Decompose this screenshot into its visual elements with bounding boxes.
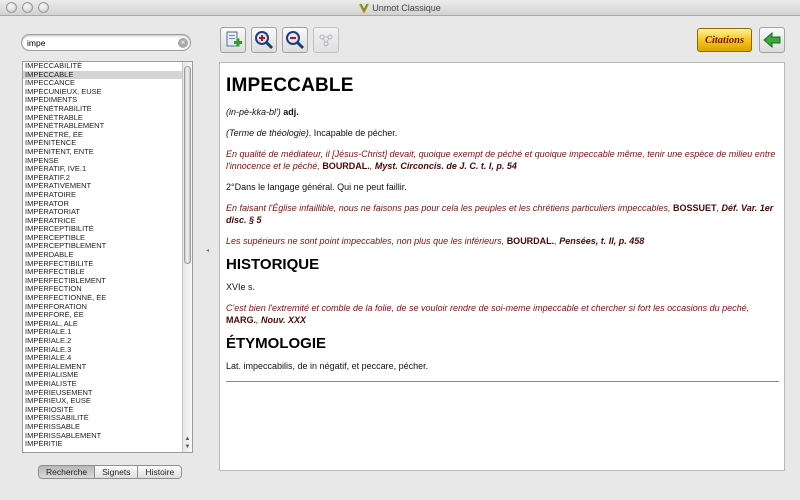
word-list-item[interactable]: IMPÉNÉTRABLEMENT <box>25 122 105 131</box>
word-list-item[interactable]: IMPÉNÉTRÉ, ÉE <box>25 130 83 139</box>
definition-1-domain: (Terme de théologie) <box>226 128 309 138</box>
part-of-speech: adj. <box>283 107 299 117</box>
quote-1: En qualité de médiateur, il [Jésus-Christ] devait, quoique exempt de péché et quoique impeccable même, tenir une espèce de milieu entre l'innocence et le péché, BOURDAL., Myst. Circoncis. de J. C. t. I, p. 54 <box>226 149 776 171</box>
word-list-item[interactable]: IMPÉRATIVEMENT <box>25 182 92 191</box>
tab-signets[interactable]: Signets <box>95 466 138 478</box>
word-list-item[interactable]: IMPERFECTIONNÉ, ÉE <box>25 294 107 303</box>
word-list-item[interactable]: IMPÉRIEUSEMENT <box>25 388 93 397</box>
word-list-item[interactable]: IMPÉRATIF.2 <box>25 173 70 182</box>
back-button[interactable] <box>759 27 785 53</box>
minimize-window-button[interactable] <box>22 2 33 13</box>
word-list-item[interactable]: IMPÉNITENT, ENTE <box>25 147 94 156</box>
zoom-in-icon <box>254 30 274 50</box>
pronunciation: (in-pè-kka-bl') <box>226 107 281 117</box>
quote-3-text: Les supérieurs ne sont point impeccables, non plus que les inférieurs, <box>226 236 505 246</box>
zoom-in-button[interactable] <box>251 27 277 53</box>
definition-1-text: . Incapable de pécher. <box>308 128 398 138</box>
word-list-item[interactable]: IMPÉRIALE.3 <box>25 345 72 354</box>
title-bar <box>0 0 800 16</box>
quote-3-author[interactable]: BOURDAL. <box>506 236 555 246</box>
word-list-item[interactable]: IMPÉRATORIAT <box>25 208 81 217</box>
add-bookmark-button[interactable] <box>220 27 246 53</box>
word-list-item[interactable]: IMPÉRATRICE <box>25 216 76 225</box>
word-list-item[interactable]: IMPÉRISSABILITÉ <box>25 414 89 423</box>
scroll-down-arrow-icon[interactable]: ▼ <box>184 444 191 450</box>
app-icon <box>359 3 369 13</box>
word-list-items <box>23 62 192 449</box>
word-list-item[interactable]: IMPÉDIMENTS <box>25 96 78 105</box>
quote-1-work: Myst. Circoncis. de J. C. t. I, p. 54 <box>374 161 517 171</box>
quote-4-author[interactable]: MARG. <box>226 315 256 325</box>
word-list-item[interactable]: IMPÉRIALISME <box>25 371 79 380</box>
article-view <box>219 62 785 471</box>
search-input[interactable] <box>21 34 191 51</box>
word-list-item[interactable]: IMPÉRIALEMENT <box>25 362 87 371</box>
close-window-button[interactable] <box>6 2 17 13</box>
scroll-up-arrow-icon[interactable]: ▲ <box>184 436 191 442</box>
clear-search-icon[interactable]: × <box>178 38 188 48</box>
quote-3: Les supérieurs ne sont point impeccables, non plus que les inférieurs, BOURDAL., Pensées, t. II, p. 458 <box>226 236 645 246</box>
tab-recherche[interactable]: Recherche <box>39 466 95 478</box>
word-list-item[interactable]: IMPERCEPTIBILITÉ <box>25 225 94 234</box>
word-list-item[interactable]: IMPÉNÉTRABLE <box>25 113 83 122</box>
scrollbar-thumb[interactable] <box>184 66 191 264</box>
word-list-item[interactable]: IMPECCABILITÉ <box>25 62 83 70</box>
word-list-item[interactable]: IMPECCABLE <box>23 71 182 80</box>
quote-2-text: En faisant l'Église infaillible, nous ne faisons pas pour cela les peuples et les chrétiens particuliers impeccables, <box>226 203 671 213</box>
zoom-window-button[interactable] <box>38 2 49 13</box>
window-controls <box>6 2 49 13</box>
word-list-item[interactable]: IMPÉRIEUX, EUSE <box>25 397 91 406</box>
quote-4-work: Nouv. XXX <box>261 315 307 325</box>
headword: IMPECCABLE <box>226 75 354 96</box>
zoom-out-button[interactable] <box>282 27 308 53</box>
quote-1-author[interactable]: BOURDAL. <box>322 161 370 171</box>
quote-1-text: En qualité de médiateur, il [Jésus-Christ] devait, quoique exempt de péché et quoique impeccable même, tenir une espèce de milieu entre l'innocence et le péché, <box>226 149 776 171</box>
citations-label: Citations <box>704 34 745 46</box>
back-arrow-icon <box>762 30 782 50</box>
quote-4-text: C'est bien l'extremité et comble de la folie, de se vouloir rendre de soi-meme impeccable et chercher si fort les occasions du peché, <box>226 303 750 313</box>
word-list-item[interactable]: IMPÉRIALISTE <box>25 379 77 388</box>
word-list-item[interactable]: IMPERFORÉ, ÉE <box>25 311 84 320</box>
word-list-item[interactable]: IMPÉNÉTRABILITÉ <box>25 104 92 113</box>
word-list-item[interactable]: IMPÉRIALE.4 <box>25 354 72 363</box>
word-list-item[interactable]: IMPECCANCE <box>25 79 76 88</box>
word-list-item[interactable]: IMPÉRIOSITÉ <box>25 405 74 414</box>
quote-2-author[interactable]: BOSSUET <box>672 203 717 213</box>
definition-2: 2°Dans le langage général. Qui ne peut faillir. <box>226 182 407 192</box>
window-title: Unmot Classique <box>372 2 441 13</box>
splitter-handle[interactable]: ◂ <box>206 248 210 254</box>
word-list-item[interactable]: IMPERDABLE <box>25 251 74 260</box>
quote-2-work: Déf. Var. 1er disc. § 5 <box>226 203 774 225</box>
word-list-item[interactable]: IMPÉRATOIRE <box>25 190 76 199</box>
word-list-item[interactable]: IMPÉRIALE.1 <box>25 328 72 337</box>
vertical-scrollbar[interactable] <box>182 62 192 452</box>
tab-histoire[interactable]: Histoire <box>138 466 181 478</box>
word-list-item[interactable]: IMPÉRIAL, ALE <box>25 319 78 328</box>
toolbar <box>216 27 800 55</box>
word-list-item[interactable]: IMPERFECTIBLE <box>25 268 85 277</box>
pronunciation-line <box>226 106 778 118</box>
word-list-item[interactable]: IMPERATOR <box>25 199 69 208</box>
word-list-item[interactable]: IMPERFECTIBILITÉ <box>25 259 94 268</box>
word-list-item[interactable]: IMPÉRITIE <box>25 440 63 449</box>
quote-4: C'est bien l'extremité et comble de la folie, de se vouloir rendre de soi-meme impeccable et chercher si fort les occasions du peché, MARG., Nouv. XXX <box>226 303 750 325</box>
section-etymologie: ÉTYMOLOGIE <box>226 335 327 352</box>
word-list-item[interactable]: IMPÉNITENCE <box>25 139 77 148</box>
quote-2: En faisant l'Église infaillible, nous ne faisons pas pour cela les peuples et les chrétiens particuliers impeccables, BOSSUET, Déf. Var. 1er disc. § 5 <box>226 203 774 225</box>
section-historique: HISTORIQUE <box>226 256 320 273</box>
network-button[interactable] <box>313 27 339 53</box>
word-list-item[interactable]: IMPÉCUNIEUX, EUSE <box>25 87 102 96</box>
article-divider <box>226 381 779 382</box>
add-bookmark-icon <box>223 30 243 50</box>
word-list-item[interactable]: IMPENSE <box>25 156 59 165</box>
panel-tabs <box>38 465 182 479</box>
left-panel <box>0 17 210 500</box>
historique-period: XVIe s. <box>226 282 256 292</box>
word-list-item[interactable]: IMPERCEPTIBLE <box>25 233 86 242</box>
network-icon <box>316 30 336 50</box>
word-list-item[interactable]: IMPÉRISSABLEMENT <box>25 431 102 440</box>
citations-button[interactable] <box>697 28 752 52</box>
quote-3-work: Pensées, t. II, p. 458 <box>559 236 645 246</box>
word-list-item[interactable]: IMPERFECTIBLEMENT <box>25 276 106 285</box>
word-list-item[interactable]: IMPÉRATIF, IVE.1 <box>25 165 87 174</box>
word-list-item[interactable]: IMPÉRISSABLE <box>25 422 81 431</box>
title-wrap <box>359 3 441 13</box>
zoom-out-icon <box>285 30 305 50</box>
word-list-item[interactable]: IMPERCEPTIBLEMENT <box>25 242 107 251</box>
word-list-item[interactable]: IMPERFORATION <box>25 302 87 311</box>
definition-1 <box>226 127 778 139</box>
word-list-item[interactable]: IMPERFECTION <box>25 285 82 294</box>
word-list[interactable] <box>22 61 193 453</box>
etymologie-text: Lat. impeccabilis, de in négatif, et peccare, pécher. <box>226 361 429 371</box>
word-list-item[interactable]: IMPÉRIALE.2 <box>25 337 72 345</box>
